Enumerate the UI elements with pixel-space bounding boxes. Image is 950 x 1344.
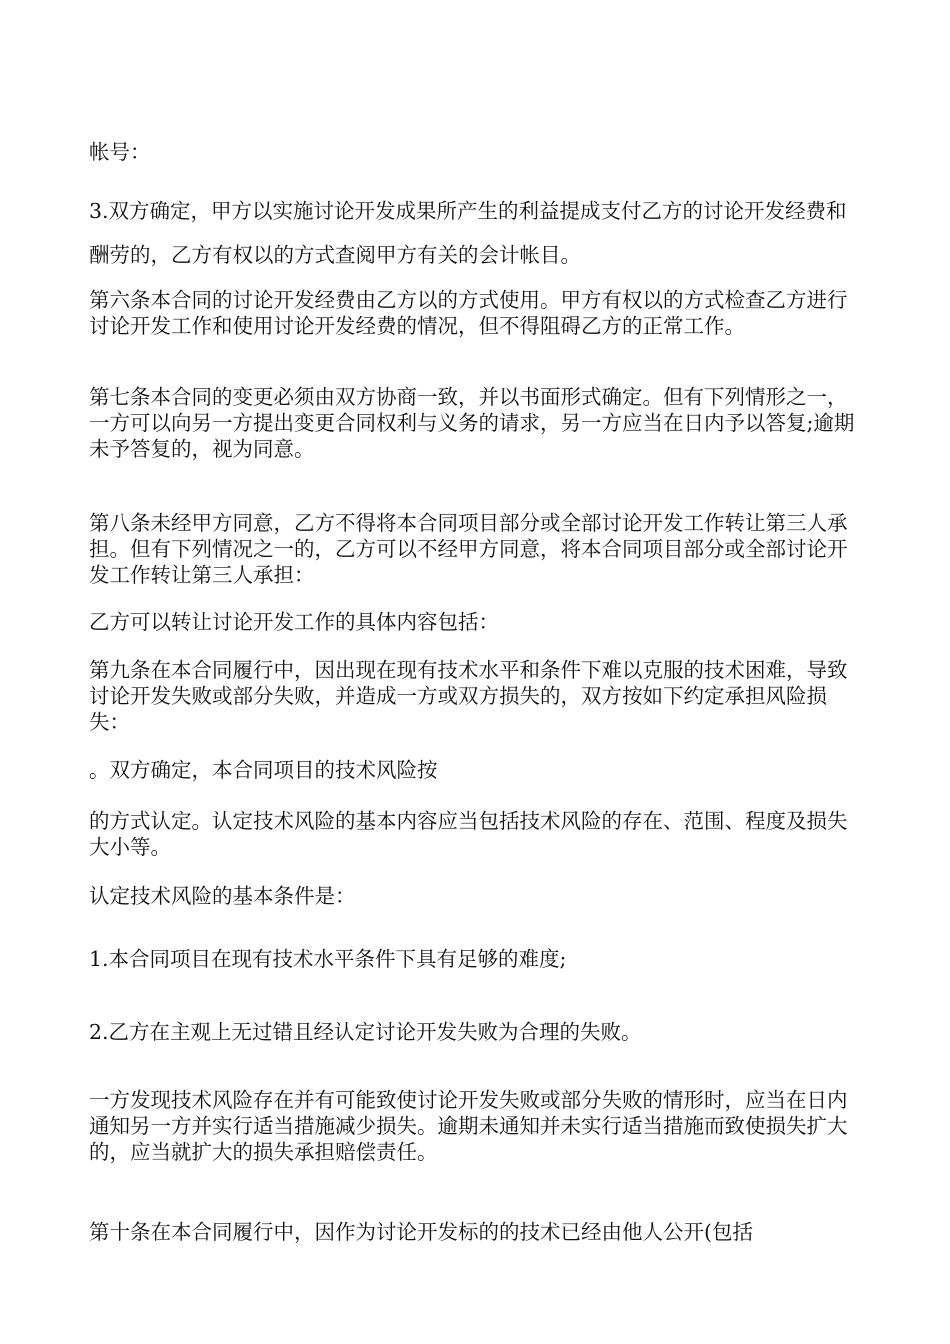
paragraph-article-10: 第十条在本合同履行中，因作为讨论开发标的的技术已经由他人公开(包括 xyxy=(89,1220,753,1244)
paragraph-article-8: 第八条未经甲方同意，乙方不得将本合同项目部分或全部讨论开发工作转让第三人承担。但有下列情况之一的，乙方可以不经甲方同意，将本合同项目部分或全部讨论开发工作转让第三人承担： xyxy=(89,511,848,587)
paragraph-condition-2: 2.乙方在主观上无过错且经认定讨论开发失败为合理的失败。 xyxy=(89,1020,642,1044)
paragraph-risk-conditions: 认定技术风险的基本条件是： xyxy=(89,884,356,908)
paragraph-condition-1: 1.本合同项目在现有技术水平条件下具有足够的难度; xyxy=(89,947,567,971)
paragraph-risk-notice: 一方发现技术风险存在并有可能致使讨论开发失败或部分失败的情形时，应当在日内通知另一方并实行适当措施减少损失。逾期未通知并未实行适当措施而致使损失扩大的，应当就扩大的损失承担赔偿责任。 xyxy=(89,1088,848,1164)
paragraph-transfer-content: 乙方可以转让讨论开发工作的具体内容包括： xyxy=(89,610,499,634)
paragraph-article-9: 第九条在本合同履行中，因出现在现有技术水平和条件下难以克服的技术困难，导致讨论开发失败或部分失败，并造成一方或双方损失的，双方按如下约定承担风险损失： xyxy=(89,658,848,734)
paragraph-article-7: 第七条本合同的变更必须由双方协商一致，并以书面形式确定。但有下列情形之一，一方可以向另一方提出变更合同权利与义务的请求，另一方应当在日内予以答复;逾期未予答复的，视为同意。 xyxy=(89,385,855,461)
paragraph-clause-3: 3.双方确定，甲方以实施讨论开发成果所产生的利益提成支付乙方的讨论开发经费和酬劳的，乙方有权以的方式查阅甲方有关的会计帐目。 xyxy=(89,199,847,267)
paragraph-risk-method: 。双方确定，本合同项目的技术风险按 xyxy=(89,758,438,782)
paragraph-article-6: 第六条本合同的讨论开发经费由乙方以的方式使用。甲方有权以的方式检查乙方进行讨论开发工作和使用讨论开发经费的情况，但不得阻碍乙方的正常工作。 xyxy=(89,288,848,338)
paragraph-risk-content: 的方式认定。认定技术风险的基本内容应当包括技术风险的存在、范围、程度及损失大小等。 xyxy=(89,809,848,859)
paragraph-account: 帐号： xyxy=(89,140,151,164)
